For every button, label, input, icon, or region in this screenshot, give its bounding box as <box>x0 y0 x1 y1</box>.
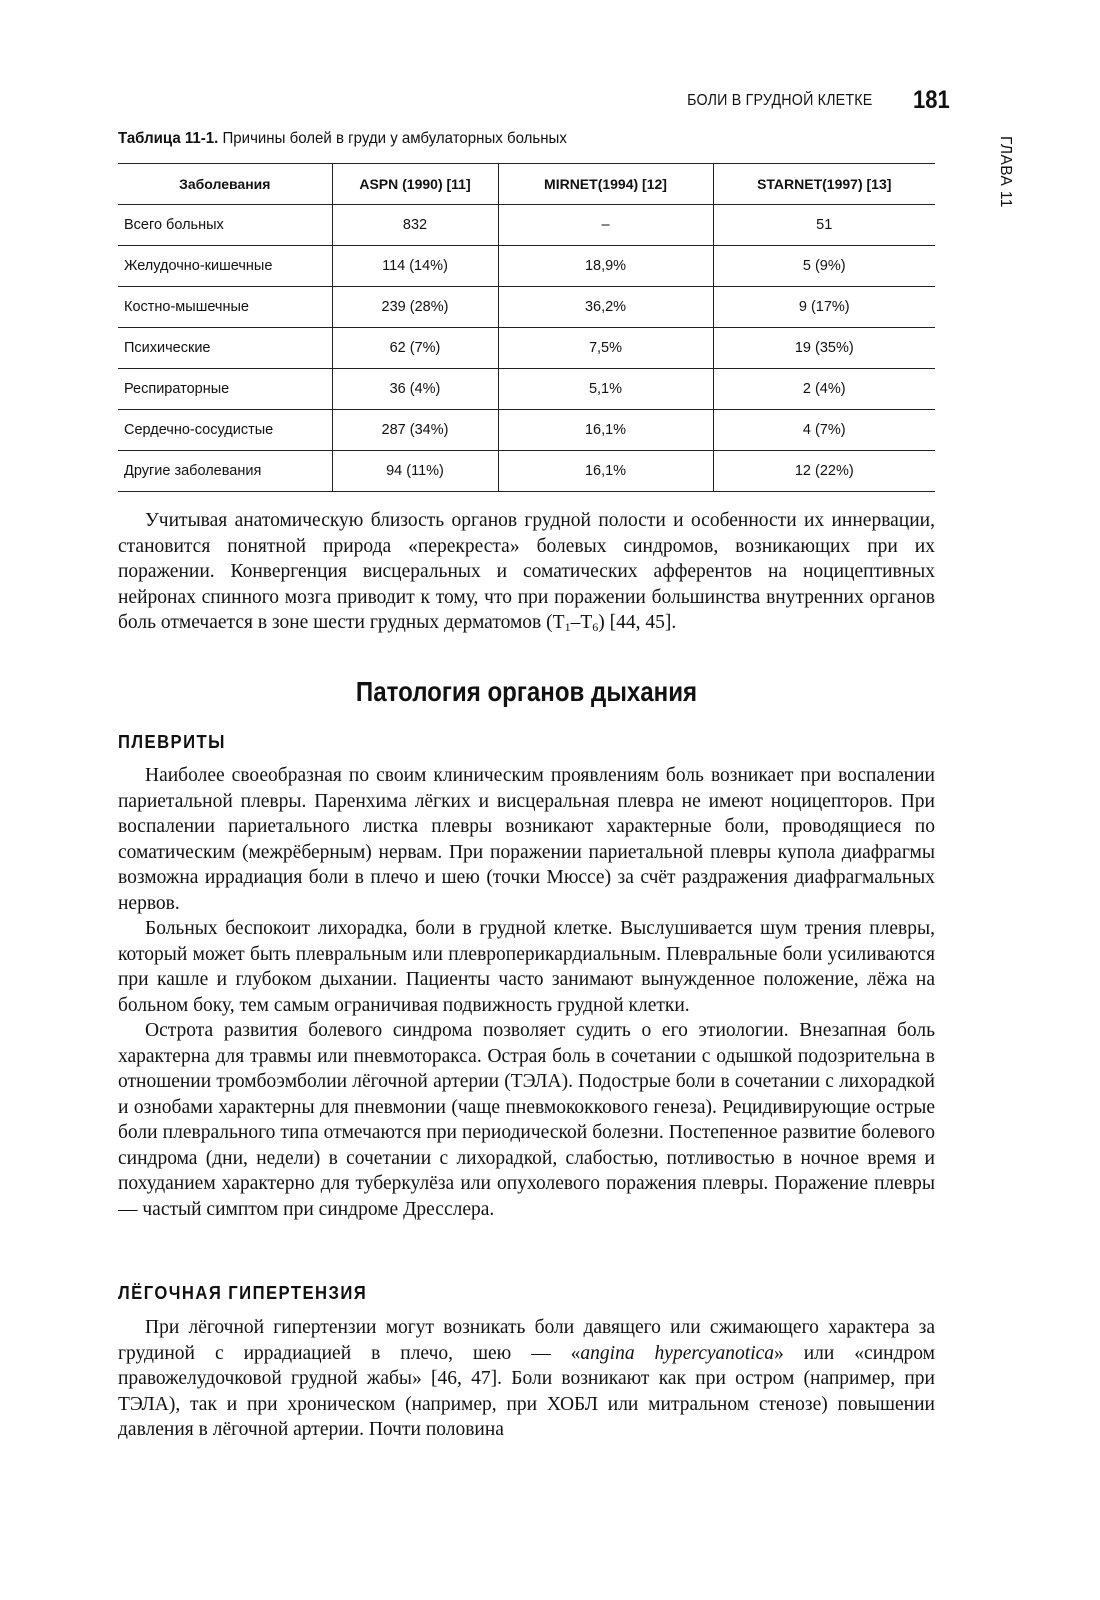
table-cell: Сердечно-сосудистые <box>118 410 332 451</box>
running-title: БОЛИ В ГРУДНОЙ КЛЕТКЕ <box>686 92 872 109</box>
table-cell: – <box>498 205 713 246</box>
table-cell: Всего больных <box>118 205 332 246</box>
column-header: Заболевания <box>118 164 332 205</box>
table-cell: 114 (14%) <box>332 246 498 287</box>
table-cell: 287 (34%) <box>332 410 498 451</box>
table-cell: 7,5% <box>498 328 713 369</box>
page-bottom-margin <box>0 1460 1100 1600</box>
causes-table <box>118 163 935 492</box>
latin-term: angina hypercyanotica <box>580 1342 775 1364</box>
table-cell: 62 (7%) <box>332 328 498 369</box>
table-cell: 5,1% <box>498 369 713 410</box>
table-cell: 94 (11%) <box>332 451 498 492</box>
pulmonary-hypertension-text <box>118 1315 935 1443</box>
table-cell: 16,1% <box>498 451 713 492</box>
table-cell: 12 (22%) <box>713 451 935 492</box>
table-row <box>118 287 935 328</box>
section-title: Патология органов дыхания <box>355 676 698 707</box>
column-header: STARNET(1997) [13] <box>713 164 935 205</box>
intro-paragraph-block <box>118 508 935 636</box>
table-cell: 9 (17%) <box>713 287 935 328</box>
paragraph-text: » или «синдром правожелудочковой грудной жабы» [46, 47]. Боли возникают как при остром (например, при ТЭЛА), так и при хроническом (например, при ХОБЛ или митральном стенозе) повышении давления в лёгочной артерии. Почти половина <box>118 1342 935 1440</box>
table-cell: 18,9% <box>498 246 713 287</box>
table-cell: 5 (9%) <box>713 246 935 287</box>
chapter-label: ГЛАВА 11 <box>997 136 1014 208</box>
table-row <box>118 410 935 451</box>
column-header: MIRNET(1994) [12] <box>498 164 713 205</box>
intro-text-end: ) [44, 45]. <box>598 612 677 633</box>
table-caption-label: Таблица 11-1. <box>118 130 219 147</box>
table-cell: 36,2% <box>498 287 713 328</box>
table-cell: Костно-мышечные <box>118 287 332 328</box>
table-row <box>118 205 935 246</box>
subsection-heading: ПЛЕВРИТЫ <box>118 731 226 752</box>
table-cell: 832 <box>332 205 498 246</box>
table-row <box>118 328 935 369</box>
table-cell: Другие заболевания <box>118 451 332 492</box>
table-caption <box>118 130 567 148</box>
subscript: 1 <box>564 620 571 634</box>
paragraph: Наиболее своеобразная по своим клиническим проявлениям боль возникает при воспалении париетальной плевры. Паренхима лёгких и висцеральная плевра не имеют ноцицепторов. При воспалении париетального листка плевры возникают характерные боли, проводящиеся по соматическим (межрёберным) нервам. При поражении париетальной плевры купола диафрагмы возможна иррадиация боли в плечо и шею (точки Мюссе) за счёт раздражения диафрагмальных нервов. <box>118 765 935 914</box>
table-cell: Желудочно-кишечные <box>118 246 332 287</box>
table-cell: Психические <box>118 328 332 369</box>
table-row <box>118 451 935 492</box>
column-header: ASPN (1990) [11] <box>332 164 498 205</box>
table-cell: 51 <box>713 205 935 246</box>
chapter-tab <box>997 136 1028 216</box>
running-header <box>0 88 950 118</box>
table-row <box>118 369 935 410</box>
table-cell: 4 (7%) <box>713 410 935 451</box>
paragraph: Острота развития болевого синдрома позволяет судить о его этиологии. Внезапная боль характерна для травмы или пневмоторакса. Острая боль в сочетании с одышкой подозрительна в отношении тромбоэмболии лёгочной артерии (ТЭЛА). Подострые боли в сочетании с лихорадкой и ознобами характерны для пневмонии (чаще пневмококкового генеза). Рецидивирующие острые боли плеврального типа отмечаются при периодической болезни. Постепенное развитие болевого синдрома (дни, недели) в сочетании с лихорадкой, слабостью, потливостью в ночное время и похуданием характерно для туберкулёза или опухолевого поражения плевры. Поражение плевры — частый симптом при синдроме Дресслера. <box>118 1020 935 1220</box>
table-cell: 16,1% <box>498 410 713 451</box>
paragraph: Больных беспокоит лихорадка, боли в грудной клетке. Выслушивается шум трения плевры, который может быть плевральным или плевроперикардиальным. Плевральные боли усиливаются при кашле и глубоком дыхании. Пациенты часто занимают вынужденное положение, лёжа на больном боку, тем самым ограничивая подвижность грудной клетки. <box>118 918 935 1016</box>
table-caption-text: Причины болей в груди у амбулаторных больных <box>218 130 567 147</box>
pleurisy-text <box>118 763 935 1222</box>
table-cell: 239 (28%) <box>332 287 498 328</box>
paragraph-text: При лёгочной гипертензии могут возникать боли давящего или сжимающего характера за грудиной с иррадиацией в плечо, шею — « <box>118 1317 935 1364</box>
page-number: 181 <box>913 86 950 114</box>
subscript: 6 <box>592 620 599 634</box>
paragraph <box>118 1315 935 1443</box>
table-row <box>118 246 935 287</box>
intro-paragraph <box>118 508 935 636</box>
intro-text-mid: –T <box>570 612 593 633</box>
table-cell: 19 (35%) <box>713 328 935 369</box>
table-cell: 2 (4%) <box>713 369 935 410</box>
intro-text: Учитывая анатомическую близость органов грудной полости и особенности их иннервации, становится понятной природа «перекреста» болевых синдромов, возникающих при их поражении. Конвергенция висцеральных и соматических афферентов на ноцицептивных нейронах спинного мозга приводит к тому, что при поражении большинства внутренних органов боль отмечается в зоне шести грудных дерматомов (T <box>118 510 935 633</box>
table-cell: Респираторные <box>118 369 332 410</box>
table-header-row <box>118 164 935 205</box>
subsection-heading: ЛЁГОЧНАЯ ГИПЕРТЕНЗИЯ <box>118 1282 368 1303</box>
table-cell: 36 (4%) <box>332 369 498 410</box>
